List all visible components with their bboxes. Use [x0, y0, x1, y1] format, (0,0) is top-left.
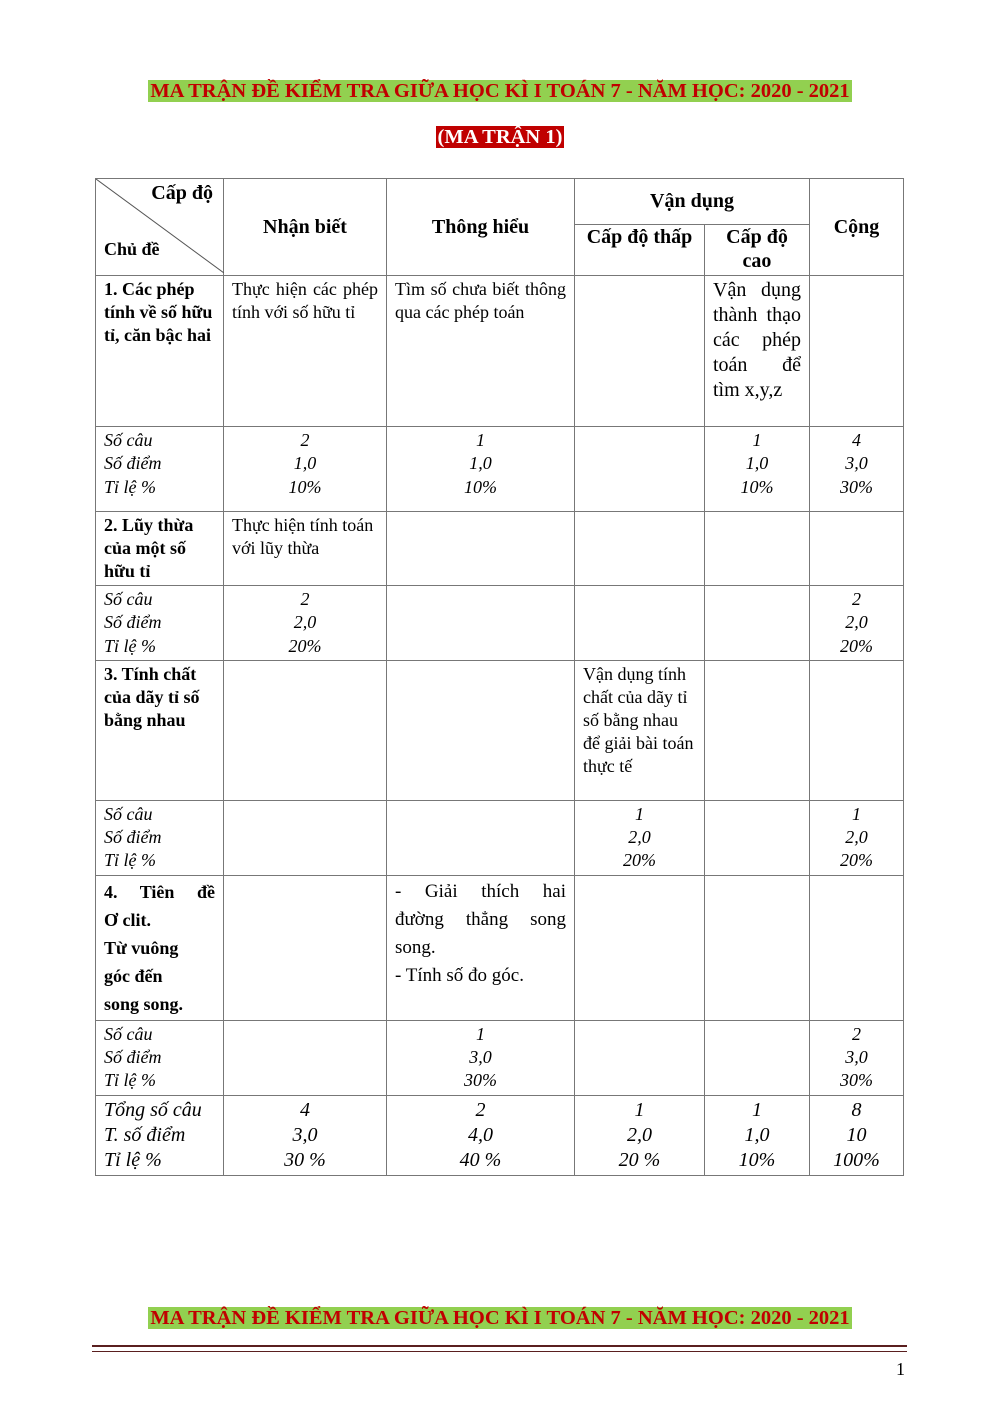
topic-cap-do-thap	[575, 512, 705, 586]
header-row	[96, 179, 904, 225]
stat-nhan-biet: 2 1,0 10%	[224, 427, 387, 512]
stat-row-2	[96, 586, 904, 661]
stat-cap-do-cao	[705, 800, 810, 875]
page-subtitle: (MA TRẬN 1)	[437, 126, 563, 148]
topic-name: 3. Tính chất của dãy tỉ số bằng nhau	[96, 660, 224, 800]
col-header-cap-do-thap: Cấp độ thấp	[575, 225, 705, 276]
footer-rule	[92, 1345, 907, 1347]
stat-cap-do-thap	[575, 586, 705, 661]
total-cap-do-cao: 1 1,0 10%	[705, 1095, 810, 1175]
stat-cap-do-cao	[705, 1020, 810, 1095]
col-header-thong-hieu: Thông hiểu	[387, 179, 575, 276]
topic-row-1	[96, 276, 904, 427]
page-number: 1	[896, 1359, 905, 1379]
topic-nhan-biet: Thực hiện tính toán với lũy thừa	[224, 512, 387, 586]
stat-labels: Số câu Số điểm Tỉ lệ %	[96, 427, 224, 512]
total-labels: Tổng số câu T. số điểm Tỉ lệ %	[96, 1095, 224, 1175]
col-header-nhan-biet: Nhận biết	[224, 179, 387, 276]
page-title: MA TRẬN ĐỀ KIỂM TRA GIỮA HỌC KÌ I TOÁN 7 - NĂM HỌC: 2020 - 2021	[150, 80, 850, 102]
topic-cong	[810, 660, 904, 800]
topic-cap-do-thap	[575, 276, 705, 427]
footer-rule-thin	[92, 1351, 907, 1352]
stat-cap-do-thap	[575, 1020, 705, 1095]
topic-thong-hieu: Tìm số chưa biết thông qua các phép toán	[387, 276, 575, 427]
stat-row-1	[96, 427, 904, 512]
stat-nhan-biet	[224, 800, 387, 875]
col-header-cap-do-cao: Cấp độ cao	[705, 225, 810, 276]
stat-cong: 1 2,0 20%	[810, 800, 904, 875]
topic-row-3	[96, 660, 904, 800]
topic-row-2	[96, 512, 904, 586]
topic-nhan-biet	[224, 660, 387, 800]
total-cap-do-thap: 1 2,0 20 %	[575, 1095, 705, 1175]
stat-labels: Số câu Số điểm Tỉ lệ %	[96, 586, 224, 661]
topic-cap-do-thap	[575, 875, 705, 1020]
stat-row-3	[96, 800, 904, 875]
topic-nhan-biet	[224, 875, 387, 1020]
topic-cap-do-cao	[705, 512, 810, 586]
stat-cap-do-thap: 1 2,0 20%	[575, 800, 705, 875]
topic-name: 1. Các phép tính về số hữu tỉ, căn bậc hai	[96, 276, 224, 427]
stat-cap-do-cao: 1 1,0 10%	[705, 427, 810, 512]
topic-thong-hieu	[387, 660, 575, 800]
topic-cap-do-cao	[705, 660, 810, 800]
stat-thong-hieu	[387, 800, 575, 875]
topic-cap-do-thap: Vận dụng tính chất của dãy tỉ số bằng nhau để giải bài toán thực tế	[575, 660, 705, 800]
stat-labels: Số câu Số điểm Tỉ lệ %	[96, 800, 224, 875]
corner-cell	[96, 179, 224, 276]
footer-title: MA TRẬN ĐỀ KIỂM TRA GIỮA HỌC KÌ I TOÁN 7 - NĂM HỌC: 2020 - 2021	[150, 1307, 850, 1329]
topic-cong	[810, 512, 904, 586]
topic-name: 2. Lũy thừa của một số hữu tỉ	[96, 512, 224, 586]
stat-thong-hieu: 1 1,0 10%	[387, 427, 575, 512]
topic-nhan-biet: Thực hiện các phép tính với số hữu tỉ	[224, 276, 387, 427]
stat-thong-hieu: 1 3,0 30%	[387, 1020, 575, 1095]
topic-cong	[810, 875, 904, 1020]
total-thong-hieu: 2 4,0 40 %	[387, 1095, 575, 1175]
col-header-cong: Cộng	[810, 179, 904, 276]
stat-cap-do-thap	[575, 427, 705, 512]
corner-top-label: Cấp độ	[151, 182, 213, 204]
matrix-table	[95, 178, 904, 1176]
stat-nhan-biet: 2 2,0 20%	[224, 586, 387, 661]
totals-row	[96, 1095, 904, 1175]
topic-cong	[810, 276, 904, 427]
topic-cap-do-cao	[705, 875, 810, 1020]
total-nhan-biet: 4 3,0 30 %	[224, 1095, 387, 1175]
topic-name: 4. Tiên đề Ơ clit. Từ vuông góc đến song song.	[96, 875, 224, 1020]
stat-cap-do-cao	[705, 586, 810, 661]
total-cong: 8 10 100%	[810, 1095, 904, 1175]
topic-thong-hieu: - Giải thích hai đường thẳng song song. - Tính số đo góc.	[387, 875, 575, 1020]
topic-thong-hieu	[387, 512, 575, 586]
stat-cong: 2 2,0 20%	[810, 586, 904, 661]
corner-bottom-label: Chủ đề	[104, 239, 160, 259]
stat-cong: 2 3,0 30%	[810, 1020, 904, 1095]
stat-row-4	[96, 1020, 904, 1095]
stat-labels: Số câu Số điểm Tỉ lệ %	[96, 1020, 224, 1095]
col-header-van-dung: Vận dụng	[575, 179, 810, 225]
stat-nhan-biet	[224, 1020, 387, 1095]
stat-cong: 4 3,0 30%	[810, 427, 904, 512]
topic-row-4	[96, 875, 904, 1020]
stat-thong-hieu	[387, 586, 575, 661]
topic-cap-do-cao: Vận dụng thành thạo các phép toán để tìm x,y,z	[705, 276, 810, 427]
